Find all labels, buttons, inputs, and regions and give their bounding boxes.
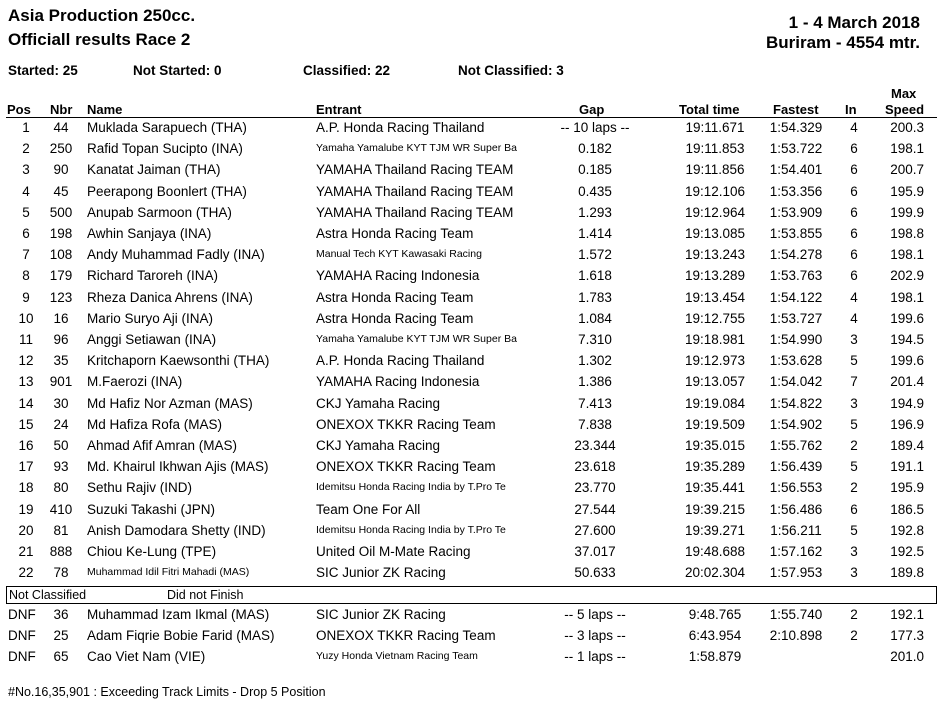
cell-in: 5 bbox=[850, 353, 858, 369]
table-row bbox=[0, 520, 945, 541]
cell-pos: 3 bbox=[22, 162, 30, 178]
cell-entrant: Yuzy Honda Vietnam Racing Team bbox=[316, 650, 478, 663]
cell-fastest: 1:54.278 bbox=[769, 247, 823, 263]
table-row bbox=[0, 117, 945, 138]
cell-speed: 199.6 bbox=[890, 353, 924, 369]
cell-fastest: 1:55.740 bbox=[769, 607, 823, 622]
cell-name: Muhammad Idil Fitri Mahadi (MAS) bbox=[87, 566, 250, 579]
cell-gap: 23.770 bbox=[574, 480, 616, 496]
cell-name: Ahmad Afif Amran (MAS) bbox=[87, 438, 238, 453]
cell-speed: 198.1 bbox=[890, 141, 924, 157]
cell-in: 5 bbox=[850, 416, 858, 432]
cell-name: Adam Fiqrie Bobie Farid (MAS) bbox=[87, 628, 275, 644]
cell-total-time: 19:13.085 bbox=[684, 226, 746, 241]
cell-in: 7 bbox=[850, 374, 858, 390]
cell-pos: 11 bbox=[18, 332, 33, 347]
cell-speed: 192.1 bbox=[890, 607, 924, 622]
table-row bbox=[0, 646, 945, 667]
cell-fastest: 1:54.042 bbox=[769, 374, 823, 390]
cell-gap: 1.572 bbox=[578, 247, 612, 263]
not-started-count: Not Started: 0 bbox=[133, 63, 222, 78]
not-classified-label: Not Classified bbox=[9, 588, 87, 602]
cell-speed: 192.8 bbox=[890, 522, 924, 538]
cell-in: 2 bbox=[850, 607, 858, 622]
cell-name: Rafid Topan Sucipto (INA) bbox=[87, 141, 243, 157]
cell-name: Md. Khairul Ikhwan Ajis (MAS) bbox=[87, 459, 269, 475]
col-fastest: Fastest bbox=[773, 102, 819, 117]
table-row bbox=[0, 414, 945, 435]
table-row bbox=[0, 159, 945, 180]
cell-entrant: A.P. Honda Racing Thailand bbox=[316, 353, 485, 369]
cell-nbr: 108 bbox=[49, 247, 73, 263]
cell-gap: -- 1 laps -- bbox=[564, 649, 626, 665]
cell-in: 6 bbox=[850, 247, 858, 263]
cell-fastest: 1:53.855 bbox=[769, 226, 823, 241]
cell-entrant: ONEXOX TKKR Racing Team bbox=[316, 416, 496, 432]
cell-nbr: 410 bbox=[49, 501, 73, 517]
cell-total-time: 6:43.954 bbox=[688, 628, 742, 644]
cell-in: 3 bbox=[850, 332, 858, 347]
cell-pos: 21 bbox=[18, 544, 34, 559]
table-row bbox=[0, 265, 945, 286]
cell-speed: 196.9 bbox=[890, 416, 924, 432]
cell-speed: 200.3 bbox=[890, 120, 924, 135]
cell-in: 6 bbox=[850, 183, 858, 199]
cell-speed: 200.7 bbox=[890, 162, 924, 178]
cell-total-time: 19:19.509 bbox=[684, 416, 746, 432]
cell-fastest: 1:53.727 bbox=[769, 310, 823, 326]
cell-entrant: CKJ Yamaha Racing bbox=[316, 438, 441, 453]
cell-nbr: 123 bbox=[49, 289, 73, 305]
cell-fastest: 1:54.990 bbox=[769, 332, 823, 347]
cell-total-time: 19:19.084 bbox=[684, 395, 746, 411]
table-row bbox=[0, 308, 945, 329]
table-row bbox=[0, 202, 945, 223]
cell-speed: 194.5 bbox=[890, 332, 924, 347]
cell-name: Cao Viet Nam (VIE) bbox=[87, 649, 206, 665]
table-row bbox=[0, 435, 945, 456]
table-row bbox=[0, 477, 945, 498]
cell-pos: DNF bbox=[8, 628, 36, 644]
cell-entrant: Yamaha Yamalube KYT TJM WR Super Ba bbox=[316, 142, 517, 155]
cell-fastest: 1:53.909 bbox=[769, 204, 823, 220]
cell-fastest: 1:53.628 bbox=[769, 353, 823, 369]
cell-fastest: 1:56.486 bbox=[769, 501, 823, 517]
cell-entrant: YAMAHA Thailand Racing TEAM bbox=[316, 204, 514, 220]
not-classified-count: Not Classified: 3 bbox=[458, 63, 564, 78]
cell-entrant: YAMAHA Thailand Racing TEAM bbox=[316, 162, 514, 178]
col-entrant: Entrant bbox=[316, 102, 362, 117]
cell-total-time: 20:02.304 bbox=[684, 565, 746, 581]
cell-gap: 1.302 bbox=[578, 353, 612, 369]
cell-fastest: 1:55.762 bbox=[769, 438, 823, 453]
cell-fastest: 1:54.329 bbox=[769, 120, 823, 135]
cell-gap: 0.185 bbox=[578, 162, 612, 178]
cell-gap: 1.618 bbox=[578, 268, 612, 284]
cell-nbr: 16 bbox=[53, 310, 69, 326]
cell-total-time: 19:13.454 bbox=[684, 289, 746, 305]
cell-name: Anggi Setiawan (INA) bbox=[87, 332, 217, 347]
cell-speed: 201.0 bbox=[890, 649, 924, 665]
cell-in: 4 bbox=[850, 289, 858, 305]
cell-fastest: 2:10.898 bbox=[769, 628, 823, 644]
cell-in: 2 bbox=[850, 438, 858, 453]
cell-fastest: 1:54.401 bbox=[769, 162, 823, 178]
cell-entrant: Yamaha Yamalube KYT TJM WR Super Ba bbox=[316, 333, 517, 345]
col-nbr: Nbr bbox=[50, 102, 73, 117]
cell-name: Kritchaporn Kaewsonthi (THA) bbox=[87, 353, 270, 369]
cell-nbr: 30 bbox=[53, 395, 69, 411]
cell-speed: 195.9 bbox=[890, 480, 924, 496]
cell-total-time: 19:18.981 bbox=[684, 332, 746, 347]
col-total-time: Total time bbox=[679, 102, 740, 117]
cell-nbr: 198 bbox=[49, 226, 73, 241]
table-row bbox=[0, 604, 945, 625]
cell-name: Kanatat Jaiman (THA) bbox=[87, 162, 221, 178]
cell-gap: 27.544 bbox=[574, 501, 616, 517]
cell-entrant: YAMAHA Thailand Racing TEAM bbox=[316, 183, 514, 199]
cell-speed: 198.8 bbox=[890, 226, 924, 241]
col-pos: Pos bbox=[7, 102, 31, 117]
cell-nbr: 45 bbox=[53, 183, 69, 199]
cell-in: 5 bbox=[850, 459, 858, 475]
col-max: Max bbox=[891, 86, 917, 101]
cell-total-time: 19:11.853 bbox=[685, 141, 745, 157]
cell-entrant: United Oil M-Mate Racing bbox=[316, 544, 471, 559]
cell-name: Richard Taroreh (INA) bbox=[87, 268, 219, 284]
cell-gap: 0.182 bbox=[578, 141, 612, 157]
cell-nbr: 44 bbox=[53, 120, 69, 135]
cell-pos: 2 bbox=[22, 141, 30, 157]
cell-entrant: Astra Honda Racing Team bbox=[316, 226, 474, 241]
cell-in: 6 bbox=[850, 226, 858, 241]
cell-entrant: ONEXOX TKKR Racing Team bbox=[316, 459, 496, 475]
cell-pos: 22 bbox=[18, 565, 34, 581]
cell-in: 6 bbox=[850, 162, 858, 178]
cell-fastest: 1:54.822 bbox=[769, 395, 823, 411]
cell-speed: 189.4 bbox=[890, 438, 924, 453]
cell-name: Chiou Ke-Lung (TPE) bbox=[87, 544, 217, 559]
cell-gap: 23.344 bbox=[574, 438, 616, 453]
cell-pos: 9 bbox=[22, 289, 30, 305]
cell-nbr: 500 bbox=[49, 204, 73, 220]
cell-pos: 13 bbox=[18, 374, 34, 390]
cell-name: Suzuki Takashi (JPN) bbox=[87, 501, 216, 517]
footnote: #No.16,35,901 : Exceeding Track Limits - Drop 5 Position bbox=[8, 685, 326, 699]
cell-nbr: 179 bbox=[49, 268, 73, 284]
cell-nbr: 80 bbox=[53, 480, 69, 496]
cell-entrant: Team One For All bbox=[316, 501, 421, 517]
table-row bbox=[0, 371, 945, 392]
cell-fastest: 1:57.162 bbox=[769, 544, 823, 559]
table-row bbox=[0, 223, 945, 244]
cell-pos: 19 bbox=[18, 501, 34, 517]
cell-pos: 8 bbox=[22, 268, 30, 284]
cell-name: Muklada Sarapuech (THA) bbox=[87, 120, 247, 135]
cell-in: 2 bbox=[850, 628, 858, 644]
cell-nbr: 35 bbox=[53, 353, 69, 369]
cell-gap: 7.310 bbox=[578, 332, 612, 347]
cell-total-time: 19:11.856 bbox=[685, 162, 745, 178]
cell-speed: 198.1 bbox=[890, 289, 924, 305]
cell-total-time: 1:58.879 bbox=[688, 649, 742, 665]
cell-in: 3 bbox=[850, 565, 858, 581]
cell-entrant: Astra Honda Racing Team bbox=[316, 310, 474, 326]
cell-nbr: 250 bbox=[49, 141, 73, 157]
cell-fastest: 1:53.356 bbox=[769, 183, 823, 199]
cell-entrant: Astra Honda Racing Team bbox=[316, 289, 474, 305]
cell-pos: 4 bbox=[22, 183, 30, 199]
cell-pos: 18 bbox=[18, 480, 34, 496]
cell-gap: 1.414 bbox=[578, 226, 612, 241]
cell-name: Awhin Sanjaya (INA) bbox=[87, 226, 212, 241]
cell-speed: 191.1 bbox=[890, 459, 924, 475]
cell-speed: 186.5 bbox=[890, 501, 924, 517]
col-in: In bbox=[845, 102, 857, 117]
cell-total-time: 19:12.106 bbox=[684, 183, 746, 199]
table-row bbox=[0, 287, 945, 308]
cell-in: 6 bbox=[850, 204, 858, 220]
col-gap: Gap bbox=[579, 102, 605, 117]
cell-total-time: 19:12.964 bbox=[684, 204, 746, 220]
cell-gap: 27.600 bbox=[574, 522, 616, 538]
cell-gap: 1.084 bbox=[578, 310, 612, 326]
cell-gap: 7.413 bbox=[578, 395, 612, 411]
cell-gap: 1.386 bbox=[578, 374, 612, 390]
cell-total-time: 19:13.289 bbox=[684, 268, 746, 284]
cell-speed: 198.1 bbox=[890, 247, 924, 263]
cell-gap: -- 3 laps -- bbox=[564, 628, 626, 644]
cell-total-time: 19:12.973 bbox=[684, 353, 746, 369]
cell-entrant: YAMAHA Racing Indonesia bbox=[316, 268, 480, 284]
cell-name: M.Faerozi (INA) bbox=[87, 374, 183, 390]
cell-pos: 10 bbox=[18, 310, 34, 326]
col-speed: Speed bbox=[885, 102, 925, 117]
table-row bbox=[0, 393, 945, 414]
cell-speed: 194.9 bbox=[890, 395, 924, 411]
cell-pos: 5 bbox=[22, 204, 30, 220]
cell-nbr: 25 bbox=[53, 628, 69, 644]
cell-gap: 7.838 bbox=[578, 416, 612, 432]
cell-in: 5 bbox=[850, 522, 858, 538]
cell-name: Peerapong Boonlert (THA) bbox=[87, 183, 247, 199]
table-row bbox=[0, 181, 945, 202]
cell-pos: 16 bbox=[18, 438, 34, 453]
cell-fastest: 1:56.211 bbox=[770, 522, 822, 538]
cell-nbr: 24 bbox=[53, 416, 69, 432]
cell-pos: 12 bbox=[18, 353, 34, 369]
not-classified-header bbox=[6, 586, 937, 604]
cell-name: Muhammad Izam Ikmal (MAS) bbox=[87, 607, 270, 622]
cell-gap: 37.017 bbox=[574, 544, 616, 559]
cell-name: Sethu Rajiv (IND) bbox=[87, 480, 193, 496]
cell-pos: 6 bbox=[22, 226, 30, 241]
table-row bbox=[0, 499, 945, 520]
cell-pos: DNF bbox=[8, 607, 36, 622]
table-row bbox=[0, 350, 945, 371]
cell-nbr: 93 bbox=[53, 459, 69, 475]
classified-count: Classified: 22 bbox=[303, 63, 391, 78]
cell-total-time: 19:13.243 bbox=[684, 247, 746, 263]
cell-nbr: 96 bbox=[53, 332, 69, 347]
cell-nbr: 78 bbox=[53, 565, 69, 581]
cell-gap: 23.618 bbox=[574, 459, 616, 475]
cell-entrant: SIC Junior ZK Racing bbox=[316, 607, 446, 622]
cell-speed: 177.3 bbox=[890, 628, 924, 644]
cell-entrant: Idemitsu Honda Racing India by T.Pro Te bbox=[316, 481, 506, 494]
cell-gap: -- 5 laps -- bbox=[564, 607, 626, 622]
cell-name: Anupab Sarmoon (THA) bbox=[87, 204, 232, 220]
cell-nbr: 90 bbox=[53, 162, 69, 178]
table-row bbox=[0, 456, 945, 477]
cell-name: Rheza Danica Ahrens (INA) bbox=[87, 289, 253, 305]
cell-in: 6 bbox=[850, 501, 858, 517]
table-row bbox=[0, 329, 945, 350]
cell-in: 3 bbox=[850, 544, 858, 559]
cell-speed: 189.8 bbox=[890, 565, 924, 581]
cell-gap: 50.633 bbox=[574, 565, 616, 581]
cell-entrant: ONEXOX TKKR Racing Team bbox=[316, 628, 496, 644]
cell-total-time: 19:12.755 bbox=[684, 310, 746, 326]
cell-entrant: Idemitsu Honda Racing India by T.Pro Te bbox=[316, 523, 506, 536]
cell-nbr: 888 bbox=[49, 544, 73, 559]
cell-name: Md Hafiz Nor Azman (MAS) bbox=[87, 395, 253, 411]
cell-entrant: A.P. Honda Racing Thailand bbox=[316, 120, 485, 135]
cell-entrant: CKJ Yamaha Racing bbox=[316, 395, 441, 411]
cell-in: 4 bbox=[850, 120, 858, 135]
table-row bbox=[0, 541, 945, 562]
cell-total-time: 19:35.015 bbox=[684, 438, 746, 453]
cell-pos: 15 bbox=[18, 416, 34, 432]
cell-pos: 7 bbox=[22, 247, 30, 263]
cell-entrant: YAMAHA Racing Indonesia bbox=[316, 374, 480, 390]
cell-total-time: 19:35.289 bbox=[684, 459, 746, 475]
cell-gap: 1.783 bbox=[578, 289, 612, 305]
cell-entrant: SIC Junior ZK Racing bbox=[316, 565, 446, 581]
cell-in: 4 bbox=[850, 310, 858, 326]
cell-total-time: 19:13.057 bbox=[684, 374, 746, 390]
cell-nbr: 50 bbox=[53, 438, 69, 453]
cell-speed: 192.5 bbox=[890, 544, 924, 559]
cell-fastest: 1:53.763 bbox=[769, 268, 823, 284]
cell-total-time: 19:39.271 bbox=[684, 522, 746, 538]
cell-in: 3 bbox=[850, 395, 858, 411]
cell-pos: 17 bbox=[18, 459, 34, 475]
table-row bbox=[0, 138, 945, 159]
cell-gap: 0.435 bbox=[578, 183, 612, 199]
results-subtitle: Officiall results Race 2 bbox=[8, 30, 191, 49]
cell-entrant: Manual Tech KYT Kawasaki Racing bbox=[316, 248, 482, 261]
cell-speed: 202.9 bbox=[890, 268, 924, 284]
cell-speed: 201.4 bbox=[890, 374, 924, 390]
cell-fastest: 1:56.553 bbox=[769, 480, 823, 496]
cell-pos: 1 bbox=[22, 120, 30, 135]
cell-total-time: 19:35.441 bbox=[684, 480, 746, 496]
cell-speed: 195.9 bbox=[890, 183, 924, 199]
table-row bbox=[0, 625, 945, 646]
cell-nbr: 901 bbox=[49, 374, 73, 390]
cell-total-time: 9:48.765 bbox=[688, 607, 742, 622]
table-row bbox=[0, 244, 945, 265]
cell-in: 6 bbox=[850, 268, 858, 284]
cell-total-time: 19:39.215 bbox=[684, 501, 746, 517]
cell-fastest: 1:53.722 bbox=[769, 141, 823, 157]
cell-speed: 199.9 bbox=[890, 204, 924, 220]
col-name: Name bbox=[87, 102, 123, 117]
cell-nbr: 81 bbox=[53, 522, 69, 538]
event-venue: Buriram - 4554 mtr. bbox=[765, 33, 920, 52]
table-row bbox=[0, 562, 945, 583]
cell-speed: 199.6 bbox=[890, 310, 924, 326]
cell-in: 6 bbox=[850, 141, 858, 157]
cell-nbr: 65 bbox=[53, 649, 69, 665]
started-count: Started: 25 bbox=[8, 63, 78, 78]
cell-pos: 14 bbox=[18, 395, 34, 411]
cell-fastest: 1:54.122 bbox=[769, 289, 823, 305]
cell-total-time: 19:48.688 bbox=[684, 544, 746, 559]
cell-fastest: 1:56.439 bbox=[769, 459, 823, 475]
cell-gap: 1.293 bbox=[578, 204, 612, 220]
cell-nbr: 36 bbox=[53, 607, 69, 622]
cell-gap: -- 10 laps -- bbox=[560, 120, 630, 135]
cell-fastest: 1:57.953 bbox=[769, 565, 823, 581]
cell-fastest: 1:54.902 bbox=[769, 416, 823, 432]
cell-total-time: 19:11.671 bbox=[685, 120, 745, 135]
event-title: Asia Production 250cc. bbox=[8, 6, 196, 25]
did-not-finish-label: Did not Finish bbox=[167, 588, 244, 602]
cell-name: Mario Suryo Aji (INA) bbox=[87, 310, 214, 326]
cell-pos: 20 bbox=[18, 522, 34, 538]
cell-name: Md Hafiza Rofa (MAS) bbox=[87, 416, 223, 432]
cell-pos: DNF bbox=[8, 649, 36, 665]
cell-name: Anish Damodara Shetty (IND) bbox=[87, 522, 266, 538]
cell-name: Andy Muhammad Fadly (INA) bbox=[87, 247, 265, 263]
event-date: 1 - 4 March 2018 bbox=[788, 13, 920, 32]
cell-in: 2 bbox=[850, 480, 858, 496]
